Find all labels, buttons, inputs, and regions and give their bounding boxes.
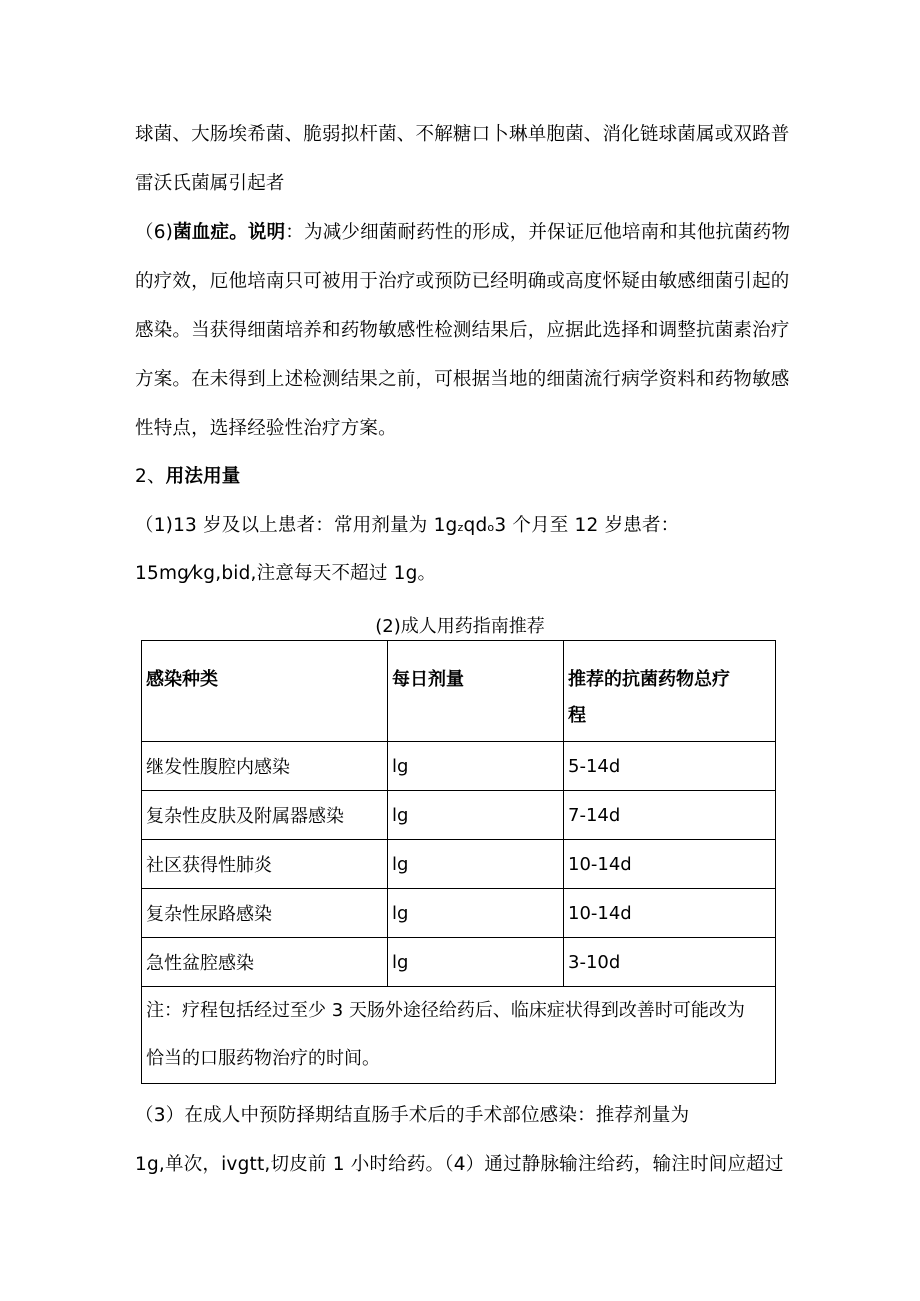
- text-span: 3 个月至 12 岁患者：: [494, 515, 680, 536]
- subscript: z: [457, 521, 464, 534]
- table-cell: 复杂性皮肤及附属器感染: [142, 791, 388, 840]
- table-cell: lg: [388, 889, 564, 938]
- text-span: qd: [463, 515, 488, 536]
- table-row: [142, 840, 776, 889]
- section-title: 用法用量: [165, 466, 241, 487]
- table-cell: 继发性腹腔内感染: [142, 742, 388, 791]
- table-row: [142, 791, 776, 840]
- table-header-row: [142, 641, 776, 742]
- table-cell: 10-14d: [564, 889, 776, 938]
- table-cell: lg: [388, 938, 564, 987]
- text-line: [135, 513, 679, 541]
- table-note: [142, 987, 776, 1084]
- text-span: ：为减少细菌耐药性的形成，并保证厄他培南和其他抗菌药物: [285, 222, 791, 243]
- table-cell: 10-14d: [564, 840, 776, 889]
- header-cell: 推荐的抗菌药物总疗 程: [564, 641, 776, 742]
- bold-heading: 菌血症。说明: [173, 222, 286, 243]
- text-line: 性特点，选择经验性治疗方案。: [135, 418, 397, 439]
- item-number: （6): [135, 222, 174, 243]
- table-row: [142, 889, 776, 938]
- table-cell: 5-14d: [564, 742, 776, 791]
- text-line: 感染。当获得细菌培养和药物敏感性检测结果后，应据此选择和调整抗菌素治疗: [135, 320, 790, 341]
- text-line: 方案。在未得到上述检测结果之前，可根据当地的细菌流行病学资料和药物敏感: [135, 369, 790, 390]
- subscript: o: [487, 521, 495, 534]
- section-number: 2、: [135, 466, 166, 487]
- text-line: 雷沃氏菌属引起者: [135, 173, 285, 194]
- note-line: 恰当的口服药物治疗的时间。: [146, 1048, 380, 1069]
- text-line: 15mg⁄kg,bid,注意每天不超过 1g。: [135, 563, 437, 584]
- text-line: 1g,单次，ivgtt,切皮前 1 小时给药。（4）通过静脉输注给药，输注时间应超过: [135, 1154, 784, 1175]
- text-line: 的疗效，厄他培南只可被用于治疗或预防已经明确或高度怀疑由敏感细菌引起的: [135, 271, 790, 292]
- header-cell: 每日剂量: [388, 641, 564, 742]
- table-cell: lg: [388, 791, 564, 840]
- text-line: （3）在成人中预防择期结直肠手术后的手术部位感染：推荐剂量为: [135, 1105, 690, 1126]
- table-caption: (2)成人用药指南推荐: [375, 616, 545, 637]
- table-cell: 3-10d: [564, 938, 776, 987]
- section-heading: [135, 464, 240, 490]
- table-cell: lg: [388, 742, 564, 791]
- table-note-row: [142, 987, 776, 1084]
- text-span: （1)13 岁及以上患者：常用剂量为 1g: [135, 515, 458, 536]
- text-line: [135, 220, 790, 246]
- table-row: [142, 938, 776, 987]
- table-cell: 社区获得性肺炎: [142, 840, 388, 889]
- table-cell: lg: [388, 840, 564, 889]
- table-row: [142, 742, 776, 791]
- table-cell: 复杂性尿路感染: [142, 889, 388, 938]
- table-cell: 急性盆腔感染: [142, 938, 388, 987]
- text-line: 球菌、大肠埃希菌、脆弱拟杆菌、不解糖口卜琳单胞菌、消化链球菌属或双路普: [135, 124, 790, 145]
- table-cell: 7-14d: [564, 791, 776, 840]
- header-cell: 感染种类: [142, 641, 388, 742]
- dosage-table: [141, 640, 776, 1084]
- note-line: 注：疗程包括经过至少 3 天肠外途径给药后、临床症状得到改善时可能改为: [146, 1000, 745, 1021]
